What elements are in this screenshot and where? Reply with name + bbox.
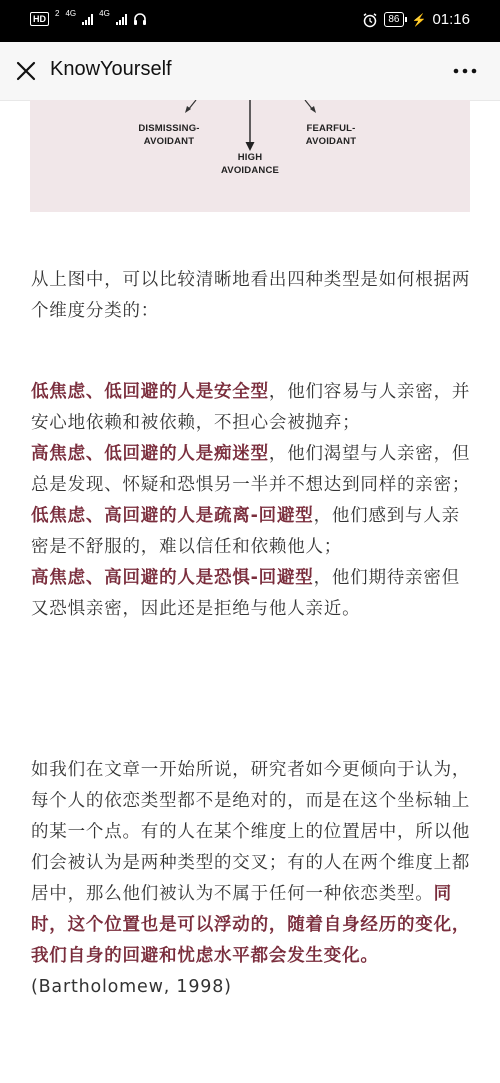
type-fearful-desc: ，他们期待亲密但又恐惧亲密，因此还是拒绝与他人亲近。 (31, 568, 460, 619)
type-preoccupied-desc: ，他们渴望与人亲密，但总是发现、怀疑和恐惧另一半并不想达到同样的亲密； (31, 444, 471, 495)
status-left (30, 9, 147, 26)
signal-bars-icon-1 (82, 14, 93, 25)
type-preoccupied-bold: 高焦虑、低回避的人是痴迷型 (31, 444, 269, 464)
type-secure-bold: 低焦虑、低回避的人是安全型 (31, 382, 269, 402)
type-fearful-bold: 高焦虑、高回避的人是恐惧-回避型 (31, 568, 314, 588)
citation-text: (Bartholomew, 1998) (31, 977, 232, 997)
charging-bolt-icon: ⚡ (411, 12, 427, 27)
status-right (362, 11, 470, 28)
attachment-types-list (31, 377, 471, 625)
fearful-avoidant-label: FEARFUL- AVOIDANT (305, 123, 357, 147)
center-arrowhead (246, 142, 255, 151)
status-time: 01:16 (432, 11, 470, 28)
intro-paragraph: 从上图中，可以比较清晰地看出四种类型是如何根据两个维度分类的： (31, 270, 471, 321)
type-secure-item (31, 377, 471, 439)
conclusion-bold-text: 同时，这个位置也是可以浮动的，随着自身经历的变化，我们自身的回避和忧虑水平都会发生变化。 (31, 884, 471, 966)
type-secure-desc: ，他们容易与人亲密，并安心地依赖和被依赖，不担心会被抛弃； (31, 382, 471, 433)
conclusion-paragraph (31, 755, 471, 1003)
nav-bar (0, 42, 500, 101)
nav-title: KnowYourself (50, 58, 172, 80)
battery-icon: 86 (384, 12, 403, 27)
headset-icon (133, 12, 147, 26)
attachment-diagram-image (30, 100, 470, 212)
network-type-label-2: 4G (99, 9, 110, 18)
type-dismissing-desc: ，他们感到与人亲密是不舒服的，难以信任和依赖他人； (31, 506, 460, 557)
dismissing-avoidant-label: DISMISSING- AVOIDANT (138, 123, 200, 147)
type-dismissing-item (31, 501, 471, 563)
status-bar (0, 0, 500, 42)
close-icon[interactable] (14, 59, 38, 83)
type-fearful-item (31, 563, 471, 625)
type-preoccupied-item (31, 439, 471, 501)
conclusion-text: 如我们在文章一开始所说，研究者如今更倾向于认为，每个人的依恋类型都不是绝对的，而是在这个坐标轴上的某一个点。有的人在某个维度上的位置居中，所以他们会被认为是两种类型的交叉；有的人在两个维度上都居中，那么他们被认为不属于任何一种依恋类型。 (31, 760, 471, 904)
more-options-icon[interactable] (452, 62, 478, 80)
hd-sub-label: 2 (55, 9, 60, 18)
hd-badge: HD (30, 12, 49, 26)
type-dismissing-bold: 低焦虑、高回避的人是疏离-回避型 (31, 506, 314, 526)
signal-bars-icon-2 (116, 14, 127, 25)
high-avoidance-label: HIGH AVOIDANCE (220, 152, 280, 176)
alarm-clock-icon (362, 12, 378, 28)
network-type-label-1: 4G (65, 9, 77, 18)
